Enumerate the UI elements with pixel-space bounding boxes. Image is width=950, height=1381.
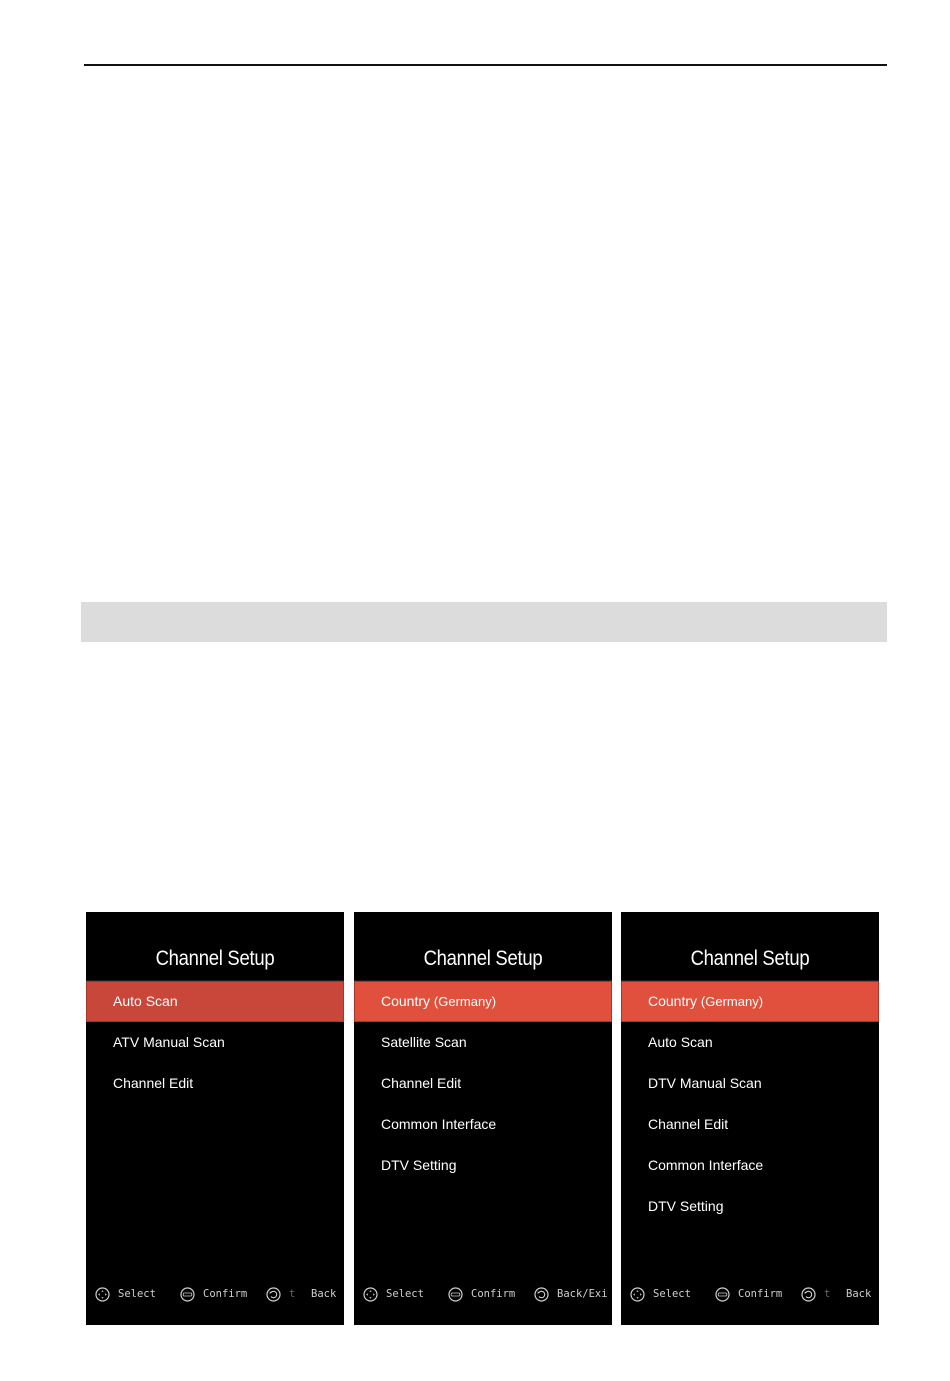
menu-item-country[interactable] xyxy=(354,981,612,1022)
enter-button-icon xyxy=(715,1287,730,1302)
back-hint[interactable] xyxy=(801,1285,871,1303)
menu-item-atv-manual-scan[interactable] xyxy=(86,1022,344,1063)
menu-item-label: DTV Setting xyxy=(381,1157,457,1173)
tv-menu-screen-1 xyxy=(86,912,344,1325)
tv-menu-screen-3 xyxy=(621,912,879,1325)
menu-item-label: Common Interface xyxy=(381,1116,497,1132)
menu-item-country[interactable] xyxy=(621,981,879,1022)
return-arrow-icon xyxy=(266,1287,281,1302)
back-hint-fragment: t xyxy=(824,1288,831,1300)
menu-list xyxy=(86,981,344,1104)
return-arrow-icon xyxy=(801,1287,816,1302)
menu-item-label: Channel Edit xyxy=(113,1075,194,1091)
hint-bar xyxy=(354,1285,612,1303)
select-hint[interactable] xyxy=(630,1285,691,1303)
back-hint[interactable] xyxy=(266,1285,336,1303)
select-hint[interactable] xyxy=(95,1285,156,1303)
menu-item-value: (Germany) xyxy=(700,994,764,1009)
enter-button-icon xyxy=(180,1287,195,1302)
menu-title: Channel Setup xyxy=(155,947,275,970)
menu-list xyxy=(354,981,612,1186)
confirm-hint-label: Confirm xyxy=(738,1288,783,1300)
menu-item-dtv-setting[interactable] xyxy=(621,1186,879,1227)
menu-title: Channel Setup xyxy=(690,947,810,970)
menu-item-common-interface[interactable] xyxy=(621,1145,879,1186)
back-hint-label: Back xyxy=(311,1288,337,1300)
menu-item-label: Country xyxy=(381,993,431,1009)
menu-item-dtv-manual-scan[interactable] xyxy=(621,1063,879,1104)
menu-item-dtv-setting[interactable] xyxy=(354,1145,612,1186)
back-hint-fragment: t xyxy=(289,1288,296,1300)
enter-button-icon xyxy=(448,1287,463,1302)
menu-item-channel-edit[interactable] xyxy=(86,1063,344,1104)
select-hint-label: Select xyxy=(653,1288,691,1300)
dpad-select-icon xyxy=(95,1287,110,1302)
menu-item-satellite-scan[interactable] xyxy=(354,1022,612,1063)
menu-item-label: ATV Manual Scan xyxy=(113,1034,225,1050)
menu-title: Channel Setup xyxy=(423,947,543,970)
menu-item-label: Country xyxy=(648,993,698,1009)
back-exit-hint[interactable] xyxy=(534,1285,608,1303)
menu-item-value: (Germany) xyxy=(433,994,497,1009)
confirm-hint-label: Confirm xyxy=(471,1288,516,1300)
select-hint-label: Select xyxy=(386,1288,424,1300)
confirm-hint[interactable] xyxy=(448,1285,515,1303)
back-hint-label: Back xyxy=(846,1288,872,1300)
menu-item-common-interface[interactable] xyxy=(354,1104,612,1145)
menu-item-label: DTV Setting xyxy=(648,1198,724,1214)
confirm-hint-label: Confirm xyxy=(203,1288,248,1300)
back-hint-label: Back/Exi xyxy=(557,1288,608,1300)
dpad-select-icon xyxy=(630,1287,645,1302)
header-rule xyxy=(84,64,887,66)
section-heading-bar xyxy=(81,602,887,642)
menu-item-auto-scan[interactable] xyxy=(621,1022,879,1063)
menu-item-label: Auto Scan xyxy=(648,1034,713,1050)
menu-item-label: Common Interface xyxy=(648,1157,764,1173)
menu-item-label: Channel Edit xyxy=(381,1075,462,1091)
confirm-hint[interactable] xyxy=(715,1285,782,1303)
menu-item-auto-scan[interactable] xyxy=(86,981,344,1022)
menu-item-channel-edit[interactable] xyxy=(354,1063,612,1104)
confirm-hint[interactable] xyxy=(180,1285,247,1303)
return-arrow-icon xyxy=(534,1287,549,1302)
select-hint-label: Select xyxy=(118,1288,156,1300)
menu-list xyxy=(621,981,879,1227)
menu-item-label: Channel Edit xyxy=(648,1116,729,1132)
menu-item-label: Satellite Scan xyxy=(381,1034,467,1050)
hint-bar xyxy=(621,1285,879,1303)
menu-item-label: Auto Scan xyxy=(113,993,178,1009)
tv-menu-screen-2 xyxy=(354,912,612,1325)
menu-item-channel-edit[interactable] xyxy=(621,1104,879,1145)
menu-item-label: DTV Manual Scan xyxy=(648,1075,762,1091)
select-hint[interactable] xyxy=(363,1285,424,1303)
hint-bar xyxy=(86,1285,344,1303)
dpad-select-icon xyxy=(363,1287,378,1302)
